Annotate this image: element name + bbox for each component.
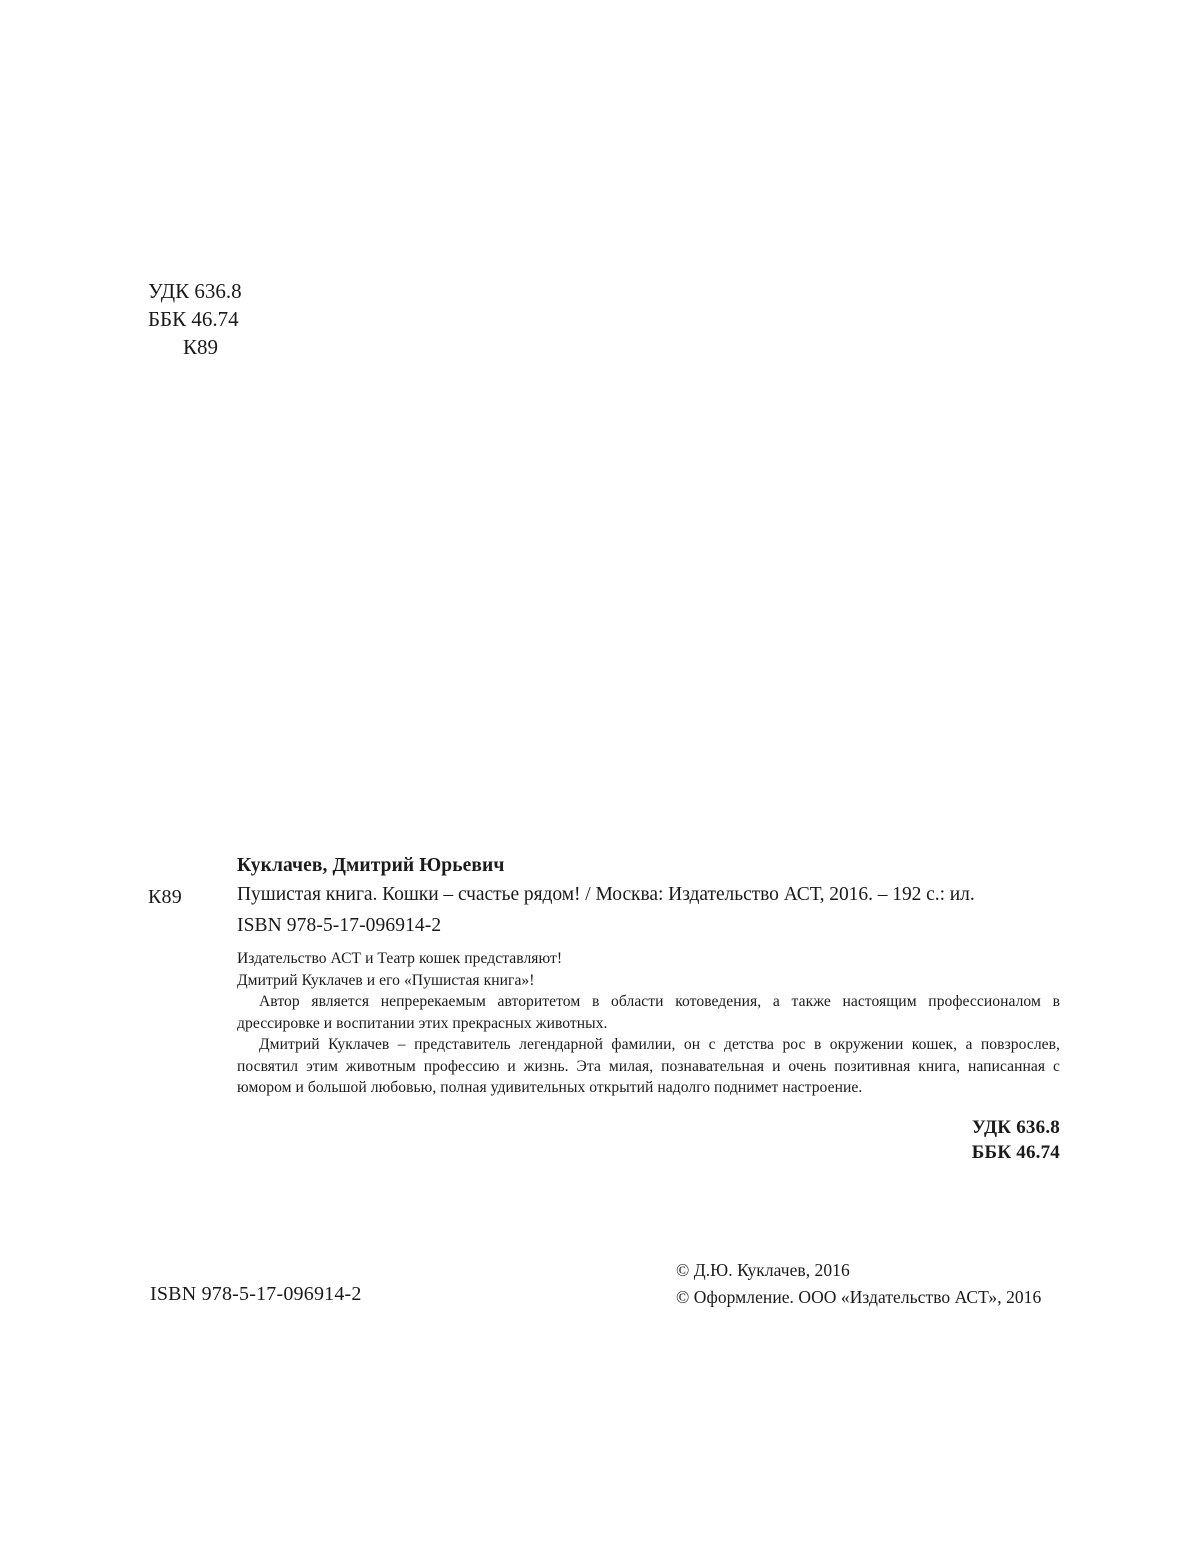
record-author: Куклачев, Дмитрий Юрьевич	[237, 855, 505, 876]
classification-repeat	[237, 1115, 1060, 1166]
copyright-design: © Оформление. ООО «Издательство АСТ», 2016	[676, 1286, 1042, 1307]
annotation-line-1: Издательство АСТ и Театр кошек представляют!	[237, 950, 563, 967]
annotation-paragraph-1: Автор является непререкаемым авторитетом в области котоведения, а также настоящим профессионалом в дрессировке и воспитании этих прекрасных животных.	[237, 993, 1060, 1032]
bbk-code: ББК 46.74	[148, 306, 239, 331]
copyright-block	[676, 1257, 1041, 1310]
udk-code-repeat: УДК 636.8	[971, 1116, 1060, 1138]
udk-code: УДК 636.8	[148, 279, 242, 303]
record-isbn: ISBN 978-5-17-096914-2	[237, 915, 442, 936]
bibliographic-record	[148, 855, 1060, 1166]
classification-block	[148, 278, 368, 362]
record-body	[237, 855, 1060, 1166]
record-annotation	[237, 948, 1060, 1099]
author-sign-code: К89	[182, 334, 218, 359]
footer-isbn: ISBN 978-5-17-096914-2	[150, 1283, 362, 1305]
annotation-paragraph-2: Дмитрий Куклачев – представитель легендарной фамилии, он с детства рос в окружении кошек, а повзрослев, посвятил этим животным профессию и жизнь. Эта милая, познавательная и очень позитивная книга, написанная с юмором и большой любовью, полная удивительных открытий надолго поднимет настроение.	[237, 1036, 1060, 1097]
copyright-author: © Д.Ю. Куклачев, 2016	[676, 1260, 850, 1280]
record-index: К89	[148, 886, 182, 908]
record-title: Пушистая книга. Кошки – счастье рядом! / Москва: Издательство АСТ, 2016. – 192 с.: ил.	[237, 884, 975, 905]
annotation-line-2: Дмитрий Куклачев и его «Пушистая книга»!	[237, 971, 535, 989]
bbk-code-repeat: ББК 46.74	[971, 1142, 1060, 1164]
